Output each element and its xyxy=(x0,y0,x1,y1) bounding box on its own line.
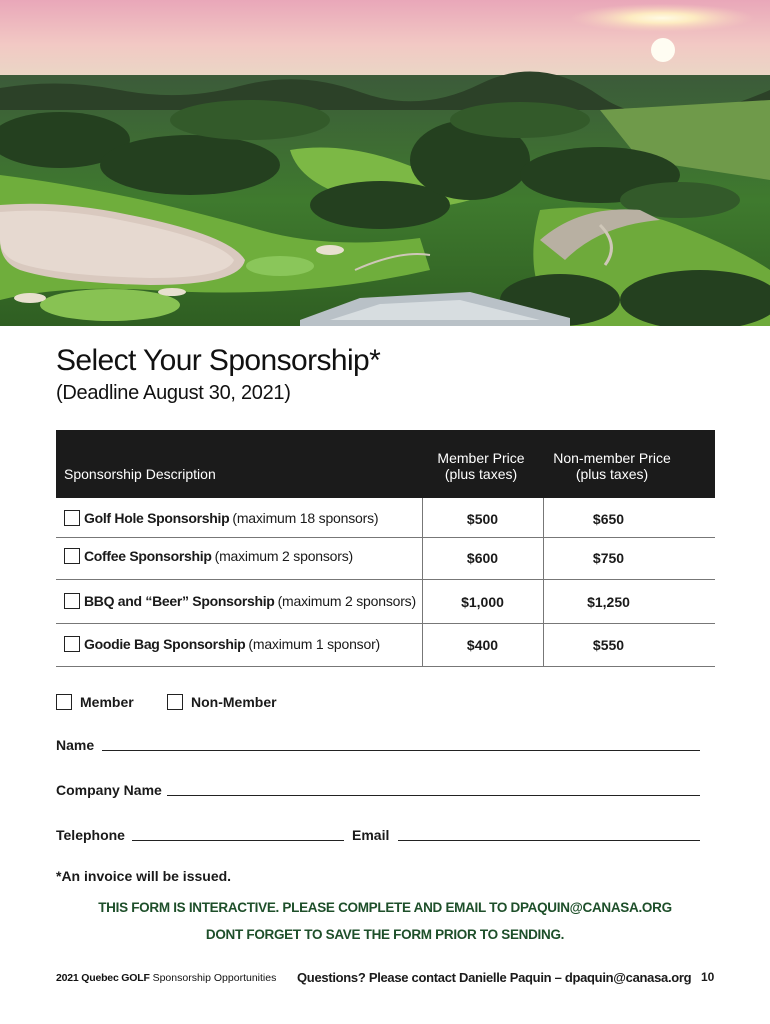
company-name-field[interactable] xyxy=(167,795,700,796)
interactive-notice: THIS FORM IS INTERACTIVE. PLEASE COMPLETE AND EMAIL TO DPAQUIN@CANASA.ORG xyxy=(98,900,672,915)
company-name-label: Company Name xyxy=(56,782,162,798)
sponsorship-limit: (maximum 1 sponsor) xyxy=(248,636,380,652)
nonmember-option xyxy=(167,694,277,710)
member-checkbox[interactable] xyxy=(56,694,72,710)
member-price: $1,000 xyxy=(461,594,504,610)
member-price: $600 xyxy=(466,550,499,566)
table-row xyxy=(56,498,715,538)
nonmember-price: $1,250 xyxy=(587,594,630,610)
header-nonmember-price-label: Non-member Price xyxy=(553,450,671,466)
deadline-subtitle: (Deadline August 30, 2021) xyxy=(56,382,291,404)
row-description xyxy=(64,636,380,652)
table-header xyxy=(56,430,715,498)
sponsorship-limit: (maximum 2 sponsors) xyxy=(277,593,416,609)
nonmember-price: $750 xyxy=(592,550,625,566)
row-description xyxy=(64,510,378,526)
row-description xyxy=(64,548,353,564)
nonmember-price: $550 xyxy=(592,637,625,653)
bbq-beer-checkbox[interactable] xyxy=(64,593,80,609)
sponsorship-name: Coffee Sponsorship xyxy=(84,548,212,564)
email-field[interactable] xyxy=(398,840,700,841)
footer-brand-bold: 2021 Quebec GOLF xyxy=(56,972,150,984)
page-title: Select Your Sponsorship* xyxy=(56,344,381,377)
golf-hole-checkbox[interactable] xyxy=(64,510,80,526)
footer-brand-normal: Sponsorship Opportunities xyxy=(152,972,277,984)
sponsorship-name: Goodie Bag Sponsorship xyxy=(84,636,246,652)
email-label: Email xyxy=(352,827,390,843)
table-row xyxy=(56,538,715,580)
telephone-label: Telephone xyxy=(56,827,125,843)
footer-brand xyxy=(56,972,276,984)
header-description: Sponsorship Description xyxy=(64,466,216,482)
sponsorship-name: Golf Hole Sponsorship xyxy=(84,510,230,526)
nonmember-price: $650 xyxy=(592,511,625,527)
member-option xyxy=(56,694,134,710)
hero-image xyxy=(0,0,770,326)
member-price: $400 xyxy=(466,637,499,653)
header-member-price xyxy=(416,450,546,482)
header-nonmember-price xyxy=(547,450,677,482)
nonmember-label: Non-Member xyxy=(191,694,277,710)
sponsorship-name: BBQ and “Beer” Sponsorship xyxy=(84,593,275,609)
header-member-price-label: Member Price xyxy=(437,450,525,466)
header-nonmember-price-taxes: (plus taxes) xyxy=(575,466,649,482)
row-description xyxy=(64,593,416,609)
header-member-price-taxes: (plus taxes) xyxy=(444,466,518,482)
telephone-field[interactable] xyxy=(132,840,344,841)
sponsorship-limit: (maximum 18 sponsors) xyxy=(232,510,379,526)
name-field[interactable] xyxy=(102,750,700,751)
member-label: Member xyxy=(80,694,134,710)
name-label: Name xyxy=(56,737,95,753)
table-row xyxy=(56,580,715,624)
goodie-bag-checkbox[interactable] xyxy=(64,636,80,652)
page-number: 10 xyxy=(701,970,715,984)
sponsorship-table xyxy=(56,430,715,667)
table-row xyxy=(56,624,715,667)
invoice-note: *An invoice will be issued. xyxy=(56,868,232,884)
member-price: $500 xyxy=(466,511,499,527)
nonmember-checkbox[interactable] xyxy=(167,694,183,710)
footer-contact: Questions? Please contact Danielle Paquin – dpaquin@canasa.org xyxy=(297,970,692,985)
save-reminder: DONT FORGET TO SAVE THE FORM PRIOR TO SENDING. xyxy=(205,927,565,942)
coffee-checkbox[interactable] xyxy=(64,548,80,564)
sponsorship-limit: (maximum 2 sponsors) xyxy=(214,548,353,564)
